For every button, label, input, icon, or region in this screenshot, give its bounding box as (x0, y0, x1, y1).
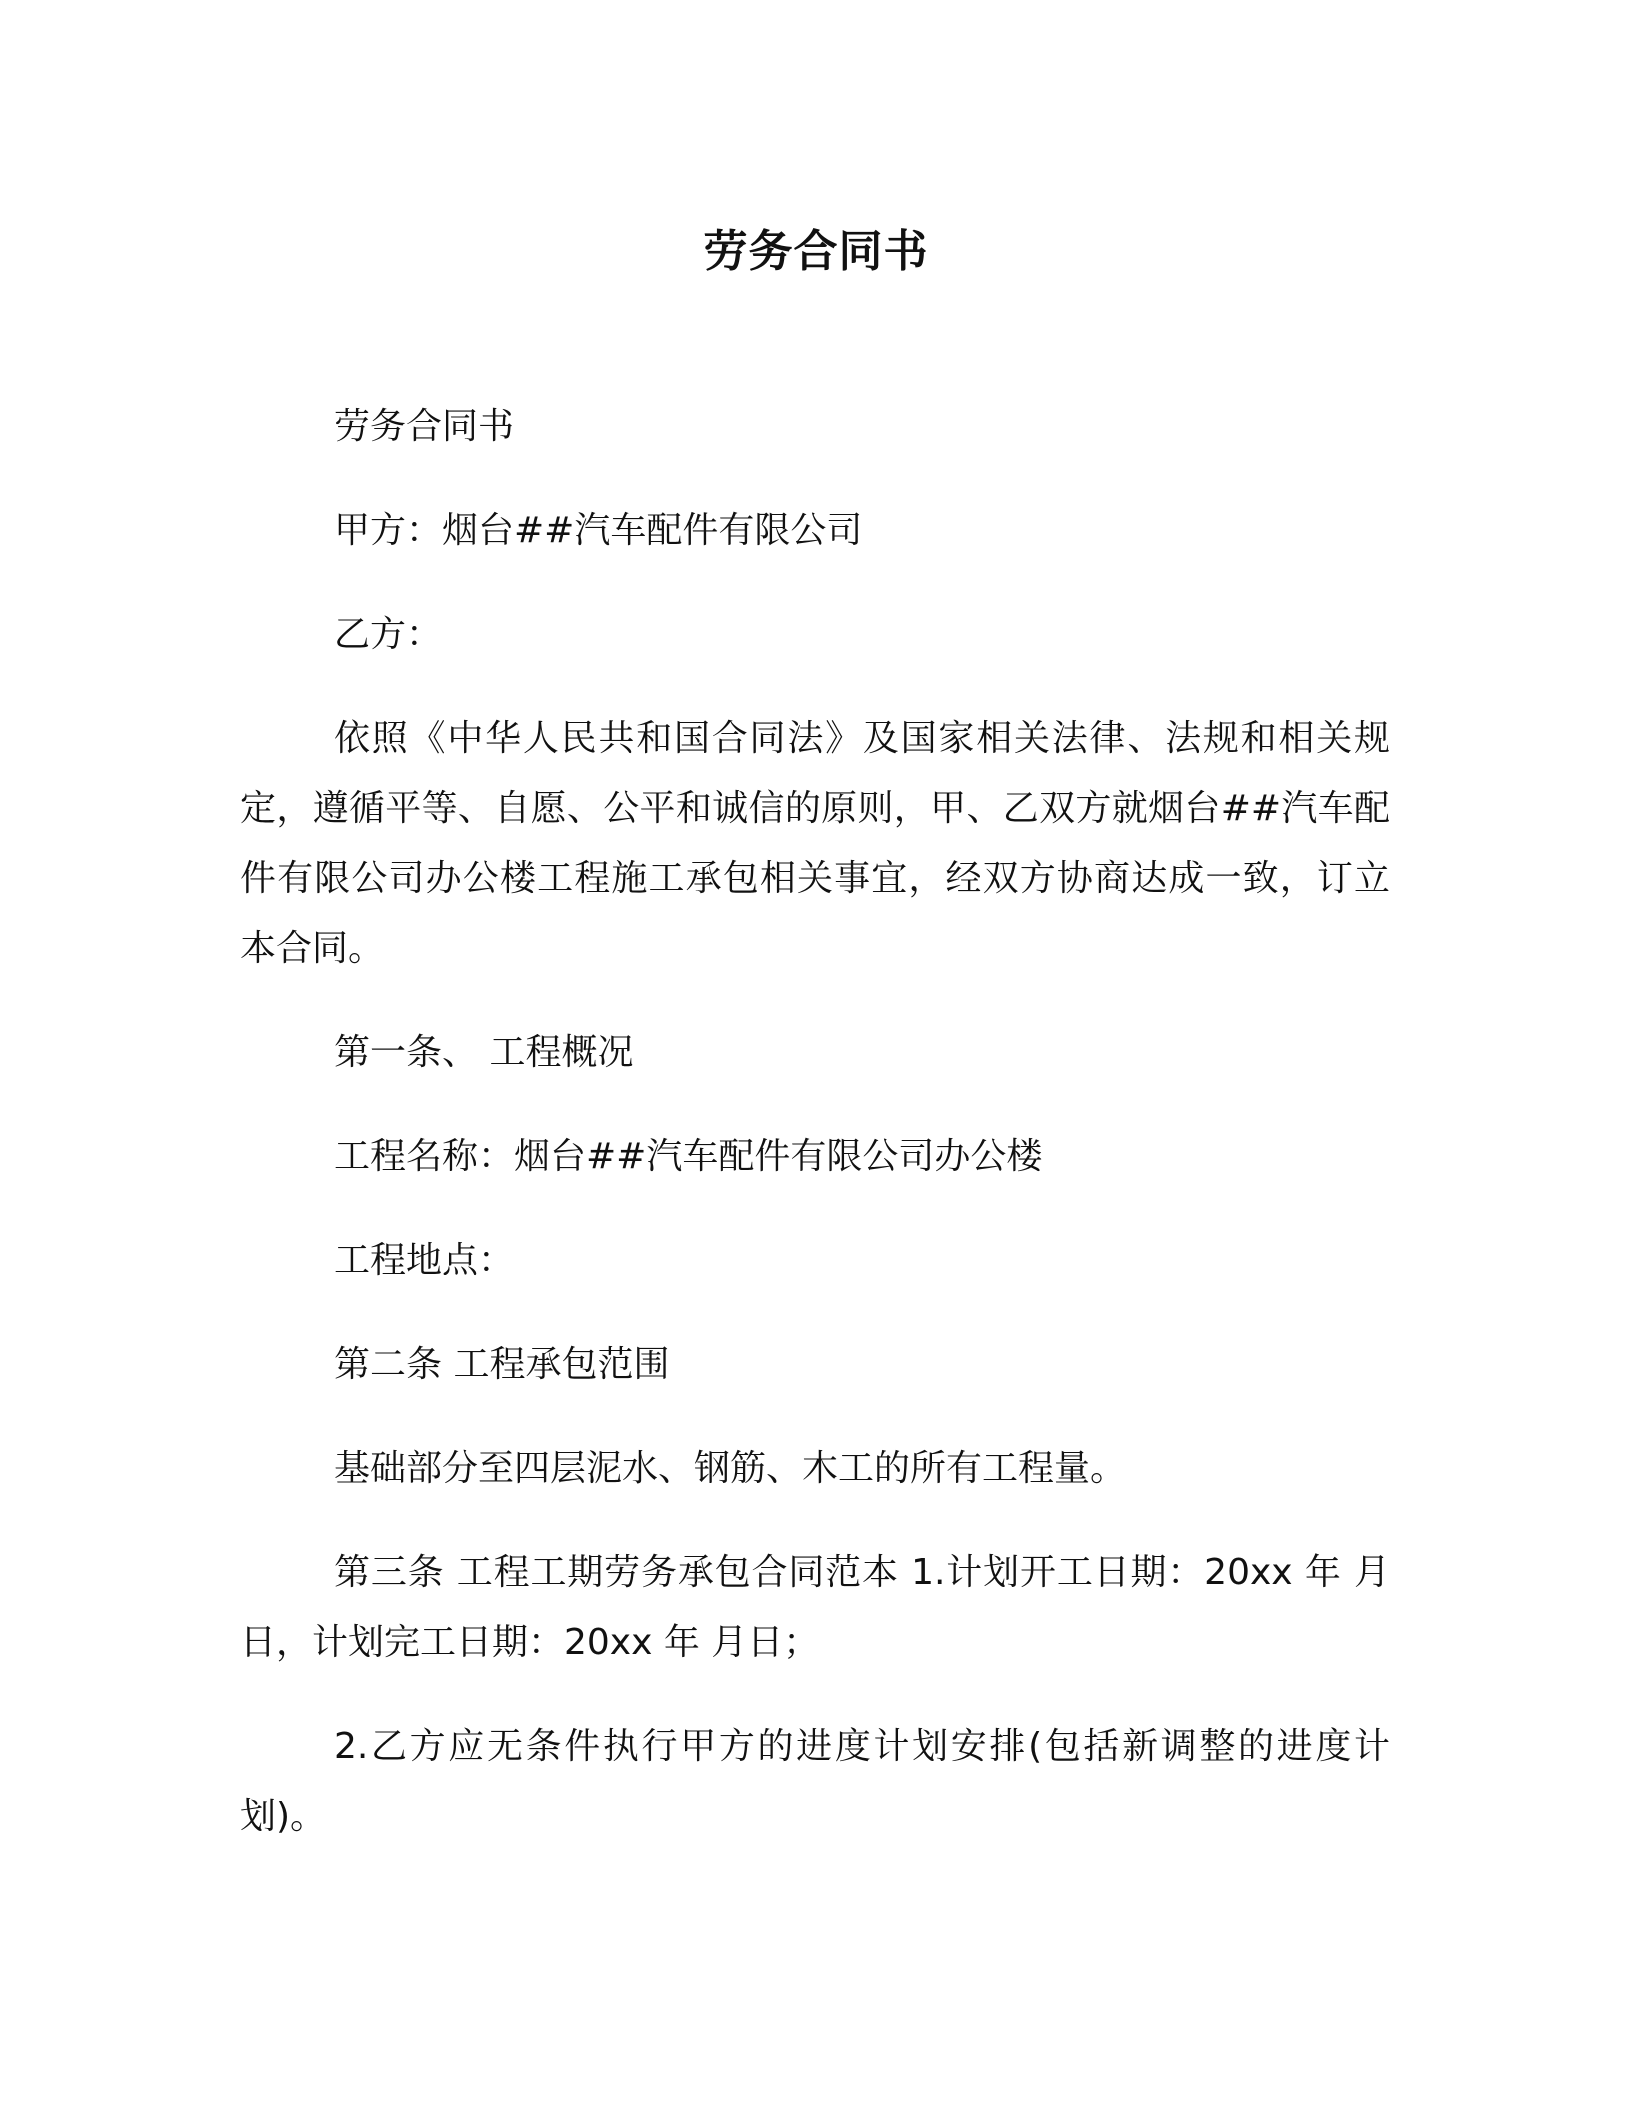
paragraph-article-3: 第三条 工程工期劳务承包合同范本 1.计划开工日期：20xx 年 月 日，计划完工日期：20xx 年 月日； (240, 1552, 1390, 1663)
paragraph-preamble: 依照《中华人民共和国合同法》及国家相关法律、法规和相关规定，遵循平等、自愿、公平和诚信的原则，甲、乙双方就烟台##汽车配件有限公司办公楼工程施工承包相关事宜，经双方协商达成一致，订立本合同。 (240, 718, 1390, 969)
document-title: 劳务合同书 (703, 226, 929, 277)
paragraph-article-1: 第一条、 工程概况 (334, 1032, 634, 1073)
paragraph-project-location: 工程地点： (334, 1240, 515, 1281)
paragraph-heading: 劳务合同书 (334, 406, 515, 447)
paragraph-scope: 基础部分至四层泥水、钢筋、木工的所有工程量。 (334, 1448, 1127, 1489)
paragraph-article-2: 第二条 工程承包范围 (334, 1344, 670, 1385)
paragraph-party-a: 甲方：烟台##汽车配件有限公司 (334, 510, 863, 551)
document-body (240, 392, 1390, 1886)
paragraph-project-name: 工程名称：烟台##汽车配件有限公司办公楼 (334, 1136, 1043, 1177)
paragraph-party-b: 乙方： (334, 614, 443, 655)
paragraph-schedule: 2.乙方应无条件执行甲方的进度计划安排(包括新调整的进度计划)。 (240, 1726, 1390, 1837)
